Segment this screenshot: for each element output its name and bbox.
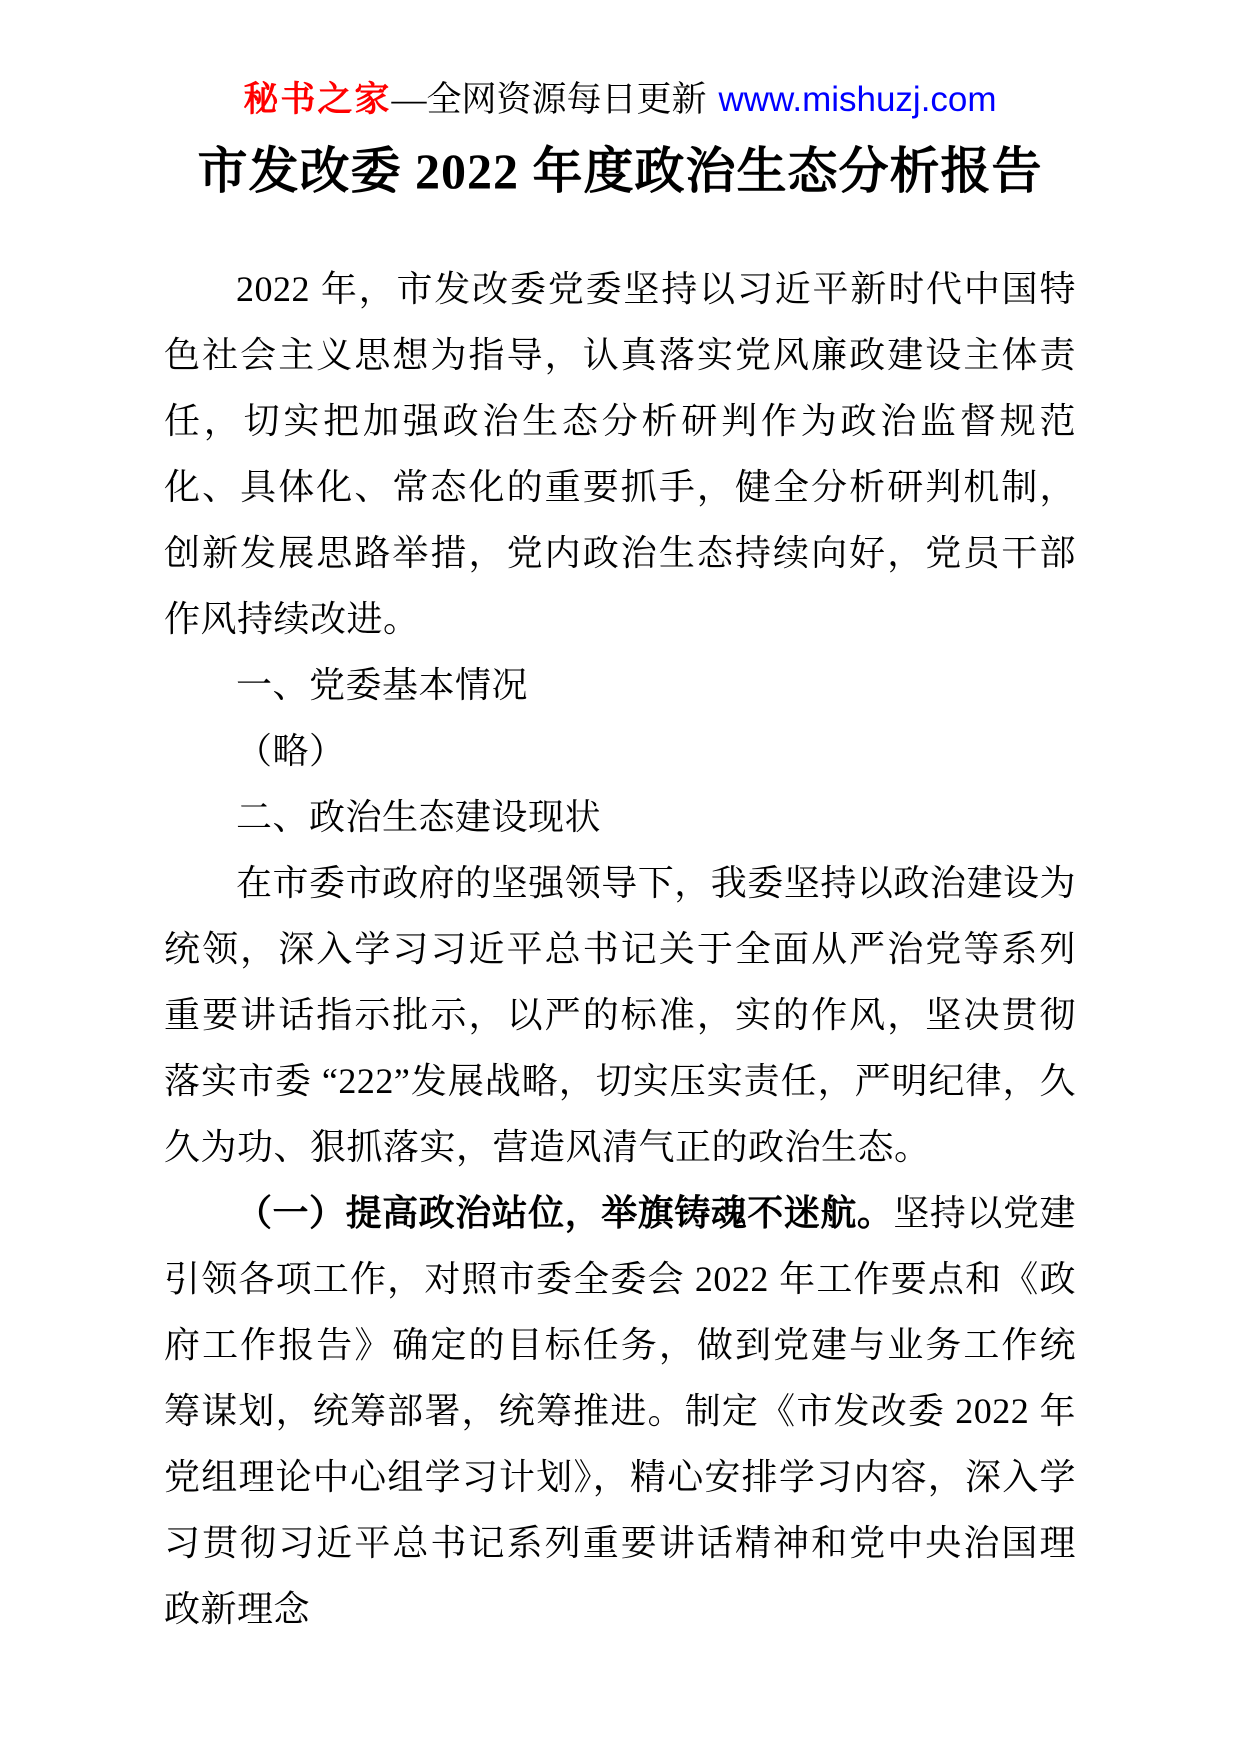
site-brand: 秘书之家 (243, 80, 392, 119)
site-tagline: 全网资源每日更新 (426, 80, 707, 119)
paragraph (164, 256, 1076, 652)
bold-text-run: （一）提高政治站位，举旗铸魂不迷航。 (236, 1193, 894, 1234)
text-run: （略） (236, 731, 346, 772)
text-run: 坚持以党建引领各项工作，对照市委全委会 2022 年工作要点和《政府工作报告》确定的目标任务，做到党建与业务工作统筹谋划，统筹部署，统筹推进。制定《市发改委 2022 年党组理论中心组学习计划》，精心安排学习内容，深入学习贯彻习近平总书记系列重要讲话精神和党中央治国理政新理念 (164, 1193, 1076, 1630)
text-run: 2022 年，市发改委党委坚持以习近平新时代中国特色社会主义思想为指导，认真落实党风廉政建设主体责任，切实把加强政治生态分析研判作为政治监督规范化、具体化、常态化的重要抓手，健全分析研判机制，创新发展思路举措，党内政治生态持续向好，党员干部作风持续改进。 (164, 269, 1076, 640)
paragraph (164, 1180, 1076, 1642)
text-run: 二、政治生态建设现状 (236, 797, 602, 838)
section-heading (164, 784, 1076, 850)
text-run: 在市委市政府的坚强领导下，我委坚持以政治建设为统领，深入学习习近平总书记关于全面从严治党等系列重要讲话指示批示，以严的标准，实的作风，坚决贯彻落实市委 “222”发展战略，切实压实责任，严明纪律，久久为功、狠抓落实，营造风清气正的政治生态。 (164, 863, 1076, 1168)
document-title: 市发改委 2022 年度政治生态分析报告 (197, 143, 1043, 200)
paragraph (164, 718, 1076, 784)
site-url-link[interactable]: www.mishuzj.com (718, 80, 997, 119)
text-run: 一、党委基本情况 (236, 665, 529, 706)
section-heading (164, 652, 1076, 718)
document-body (164, 256, 1076, 1642)
separator-dash: — (391, 80, 427, 119)
paragraph (164, 850, 1076, 1180)
site-header (0, 76, 1240, 123)
